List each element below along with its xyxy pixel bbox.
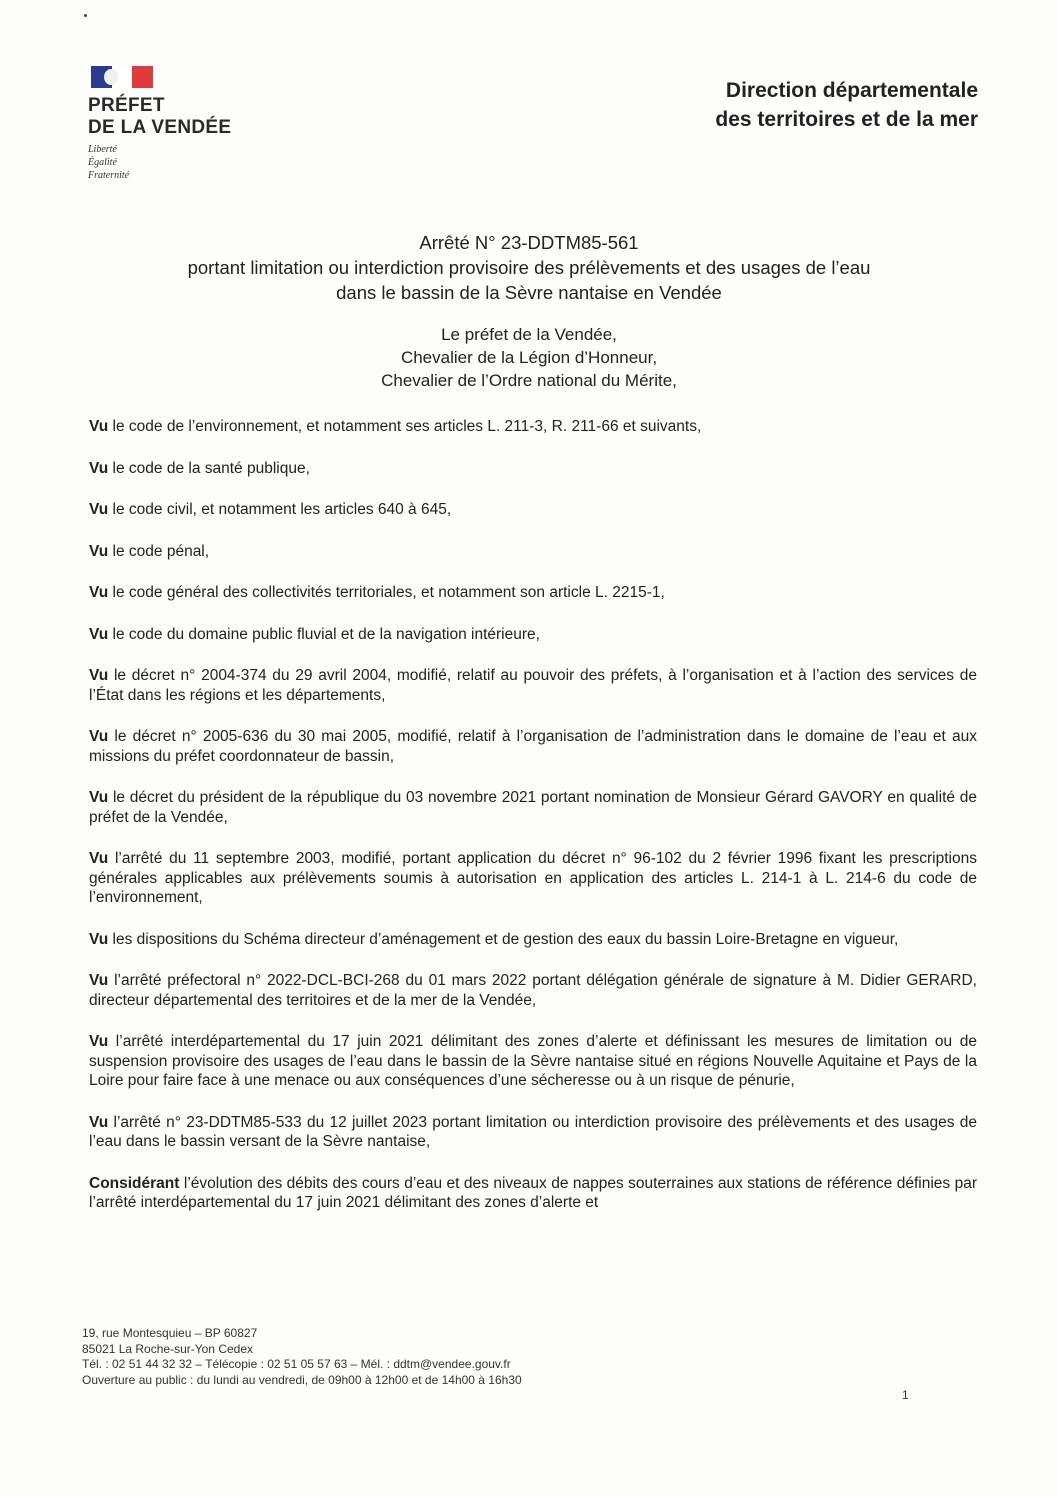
motto-egalite: Égalité <box>88 157 117 168</box>
visa-paragraph <box>89 1113 977 1152</box>
visa-text: le code civil, et notamment les articles 640 à 645, <box>108 501 452 518</box>
visa-paragraph <box>89 625 977 645</box>
visa-text: le code général des collectivités territoriales, et notamment son article L. 2215-1, <box>108 584 665 601</box>
visa-paragraph <box>89 849 977 908</box>
visa-lead: Vu <box>89 418 109 435</box>
direction-line-1: Direction départementale <box>725 79 978 102</box>
footer-city: 85021 La Roche-sur-Yon Cedex <box>82 1341 254 1356</box>
direction-heading <box>715 76 978 134</box>
considerant-paragraph <box>89 1174 977 1213</box>
footer-opening-hours: Ouverture au public : du lundi au vendredi, de 09h00 à 12h00 et de 14h00 à 16h30 <box>82 1372 522 1387</box>
page-footer <box>82 1326 522 1388</box>
page-number: 1 <box>902 1388 909 1402</box>
considerant-lead: Considérant <box>89 1174 180 1192</box>
visa-lead: Vu <box>89 930 109 948</box>
visa-paragraph <box>89 583 977 603</box>
footer-contact: Tél. : 02 51 44 32 32 – Télécopie : 02 51 05 57 63 – Mél. : ddtm@vendee.gouv.fr <box>82 1357 511 1371</box>
visa-lead: Vu <box>89 789 109 806</box>
visa-text: l’arrêté préfectoral n° 2022-DCL-BCI-268 du 01 mars 2022 portant délégation générale de signature à M. Didier GERARD, directeur départemental des territoires et de la mer de la Vendée, <box>89 972 977 1009</box>
visa-paragraph <box>89 930 977 950</box>
decree-subject-line-2: dans le bassin de la Sèvre nantaise en Vendée <box>336 282 722 303</box>
visa-paragraph <box>89 727 977 766</box>
visa-lead: Vu <box>89 972 109 989</box>
visa-paragraph <box>89 542 977 562</box>
decree-subject-line-1: portant limitation ou interdiction provisoire des prélèvements et des usages de l’eau <box>187 257 871 278</box>
visa-lead: Vu <box>89 625 109 643</box>
visa-paragraph <box>89 666 977 705</box>
footer-address: 19, rue Montesquieu – BP 60827 <box>82 1326 258 1340</box>
visa-paragraph <box>89 971 977 1010</box>
prefet-line-2: Chevalier de la Légion d’Honneur, <box>400 348 658 367</box>
visa-text: le décret n° 2004-374 du 29 avril 2004, modifié, relatif au pouvoir des préfets, à l’organisation et à l’action des services de l’État dans les régions et les départements, <box>89 667 977 704</box>
republic-motto <box>88 143 288 182</box>
visa-lead: Vu <box>89 584 109 601</box>
visa-paragraph <box>89 500 977 520</box>
prefet-line-3: Chevalier de l’Ordre national du Mérite, <box>381 371 677 390</box>
visa-text: le code de l’environnement, et notamment ses articles L. 211-3, R. 211-66 et suivants, <box>108 418 702 435</box>
decree-number: Arrêté N° 23-DDTM85-561 <box>419 232 639 253</box>
visa-text: le décret n° 2005-636 du 30 mai 2005, modifié, relatif à l’organisation de l’administration dans le domaine de l’eau et aux missions du préfet coordonnateur de bassin, <box>89 728 977 765</box>
logo-title <box>88 95 288 139</box>
scan-speck <box>84 14 87 17</box>
visa-lead: Vu <box>89 459 109 477</box>
visa-paragraph <box>89 788 977 827</box>
decree-title <box>60 230 998 305</box>
logo-line-2: DE LA VENDÉE <box>88 117 232 138</box>
visa-text: l’arrêté n° 23-DDTM85-533 du 12 juillet 2023 portant limitation ou interdiction provisoire des prélèvements et des usages de l’eau dans le bassin versant de la Sèvre nantaise, <box>89 1113 977 1150</box>
visa-text: le code du domaine public fluvial et de la navigation intérieure, <box>108 625 540 643</box>
visa-lead: Vu <box>89 850 109 867</box>
visa-lead: Vu <box>89 667 109 684</box>
visa-text: le code de la santé publique, <box>108 459 310 477</box>
motto-liberte: Liberté <box>88 144 117 155</box>
prefet-signatory <box>60 323 998 392</box>
visa-paragraph <box>89 417 977 437</box>
visa-lead: Vu <box>89 501 109 518</box>
visa-text: le décret du président de la république du 03 novembre 2021 portant nomination de Monsieur Gérard GAVORY en qualité de préfet de la Vendée, <box>89 789 977 826</box>
prefet-line-1: Le préfet de la Vendée, <box>441 325 617 344</box>
considerant-text: l’évolution des débits des cours d’eau et des niveaux de nappes souterraines aux stations de référence définies par l’arrêté interdépartemental du 17 juin 2021 délimitant des zones d’alerte et <box>89 1174 977 1211</box>
visa-text: les dispositions du Schéma directeur d’aménagement et de gestion des eaux du bassin Loire-Bretagne en vigueur, <box>108 930 899 948</box>
visa-lead: Vu <box>89 542 109 560</box>
visa-text: le code pénal, <box>108 542 210 560</box>
decree-body <box>89 417 977 1235</box>
direction-line-2: des territoires et de la mer <box>715 108 978 131</box>
visa-text: l’arrêté du 11 septembre 2003, modifié, portant application du décret n° 96-102 du 2 février 1996 fixant les prescriptions générales applicables aux prélèvements soumis à autorisation en application des articles L. 214-1 à L. 214-6 du code de l’environnement, <box>89 850 977 906</box>
logo-line-1: PRÉFET <box>88 95 165 116</box>
visa-paragraph <box>89 459 977 479</box>
visa-paragraph <box>89 1032 977 1091</box>
prefecture-logo <box>88 66 288 182</box>
marianne-flag-icon <box>91 66 153 88</box>
visa-lead: Vu <box>89 1113 109 1131</box>
visa-lead: Vu <box>89 1033 109 1050</box>
visa-text: l’arrêté interdépartemental du 17 juin 2021 délimitant des zones d’alerte et définissant les mesures de limitation ou de suspension provisoire des usages de l’eau dans le bassin de la Sèvre nantaise situé en régions Nouvelle Aquitaine et Pays de la Loire pour faire face à une menace ou aux conséquences d’une sécheresse ou à un risque de pénurie, <box>89 1033 977 1089</box>
visa-lead: Vu <box>89 728 109 745</box>
motto-fraternite: Fraternité <box>88 170 130 181</box>
